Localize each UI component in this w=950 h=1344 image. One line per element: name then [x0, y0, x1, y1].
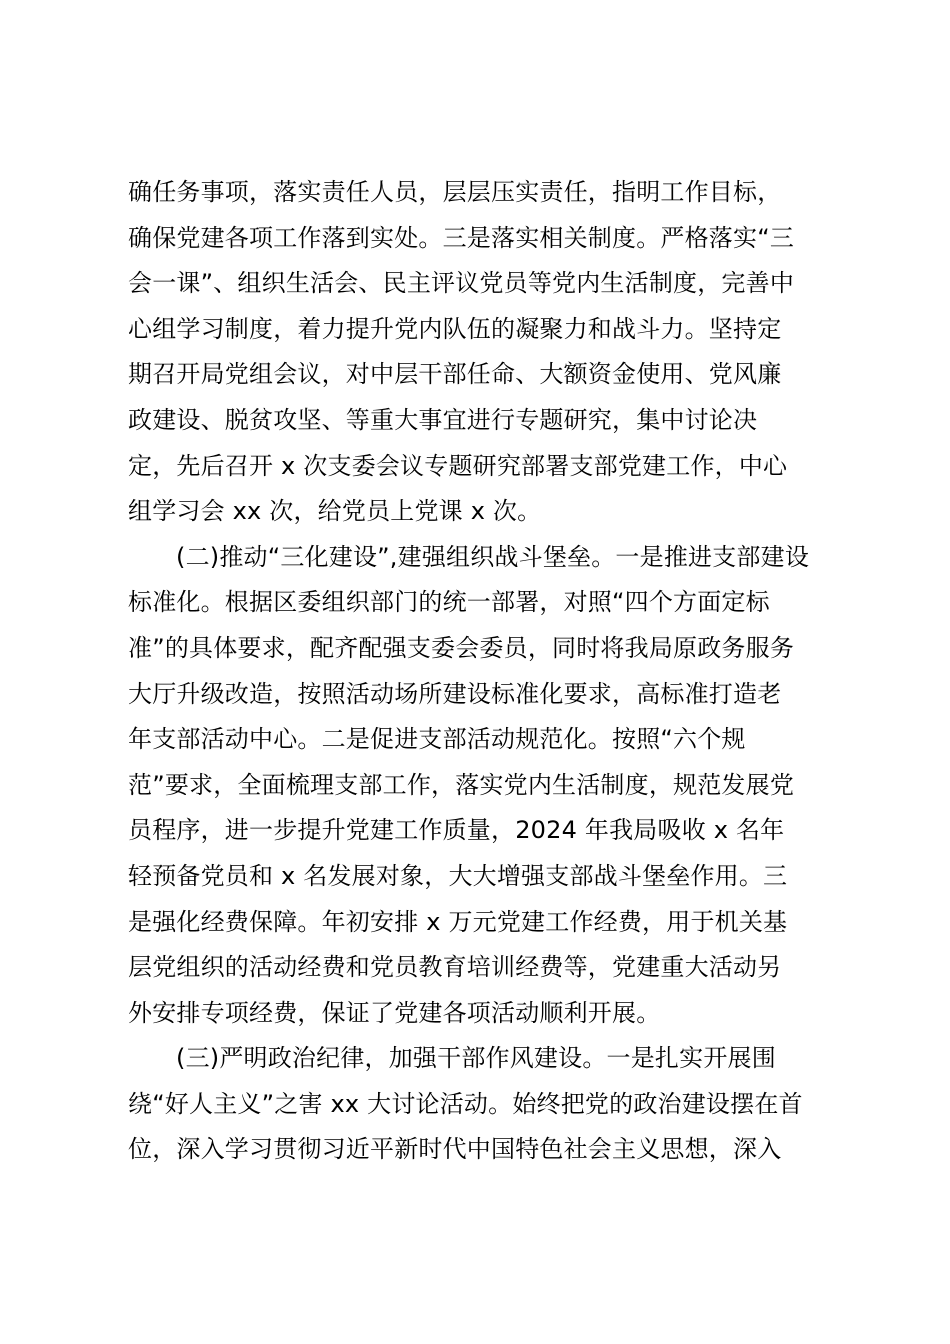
text-line: 会一课”、组织生活会、民主评议党员等党内生活制度，完善中	[128, 269, 795, 298]
text-line: 层党组织的活动经费和党员教育培训经费等，党建重大活动另	[128, 953, 782, 982]
text-line: 组学习会 xx 次，给党员上党课 x 次。	[128, 497, 542, 526]
text-line: 是强化经费保障。年初安排 x 万元党建工作经费，用于机关基	[128, 907, 788, 936]
text-line: 确任务事项，落实责任人员，层层压实责任，指明工作目标，	[128, 178, 782, 206]
section-heading-line: (二)推动“三化建设”,建强组织战斗堡垒。一是推进支部建设	[176, 542, 810, 571]
text-line: 确保党建各项工作落到实处。三是落实相关制度。严格落实“三	[128, 223, 795, 252]
text-line: 绕“好人主义”之害 xx 大讨论活动。始终把党的政治建设摆在首	[128, 1089, 803, 1118]
text-line: 外安排专项经费，保证了党建各项活动顺利开展。	[128, 998, 661, 1027]
text-line: 轻预备党员和 x 名发展对象，大大增强支部战斗堡垒作用。三	[128, 861, 788, 890]
text-line: 标准化。根据区委组织部门的统一部署，对照“四个方面定标	[128, 588, 770, 617]
text-line: 准”的具体要求，配齐配强支委会委员，同时将我局原政务服务	[128, 633, 795, 662]
text-line: 政建设、脱贫攻坚、等重大事宜进行专题研究，集中讨论决	[128, 405, 758, 434]
text-line: 位，深入学习贯彻习近平新时代中国特色社会主义思想，深入	[128, 1135, 782, 1164]
text-line: 心组学习制度，着力提升党内队伍的凝聚力和战斗力。坚持定	[128, 314, 782, 343]
text-line: 年支部活动中心。二是促进支部活动规范化。按照“六个规	[128, 725, 746, 754]
text-line: 范”要求，全面梳理支部工作，落实党内生活制度，规范发展党	[128, 770, 795, 799]
body-text	[128, 170, 833, 1173]
text-line: 定，先后召开 x 次支委会议专题研究部署支部党建工作，中心	[128, 451, 788, 480]
text-line: 期召开局党组会议，对中层干部任命、大额资金使用、党风廉	[128, 360, 782, 389]
text-line: 员程序，进一步提升党建工作质量，2024 年我局吸收 x 名年	[128, 816, 785, 845]
text-line: 大厅升级改造，按照活动场所建设标准化要求，高标准打造老	[128, 679, 782, 708]
section-heading-line: (三)严明政治纪律，加强干部作风建设。一是扎实开展围	[176, 1044, 776, 1073]
